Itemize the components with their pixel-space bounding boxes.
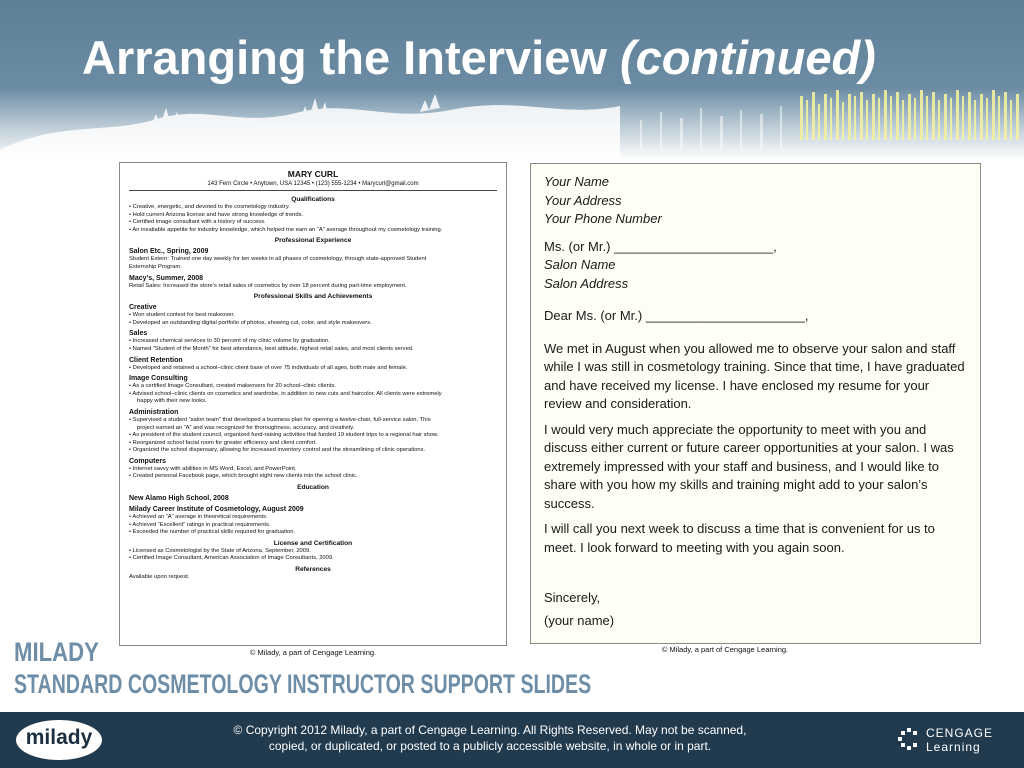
letter-sender-name: Your Name <box>544 174 610 189</box>
resume-bullet: • Increased chemical services to 30 percent of my clinic volume by graduation. <box>129 338 497 346</box>
letter-paragraph-1: We met in August when you allowed me to observe your salon and staff while I was still in cosmetology training. Since that time, I have graduated and have received my license. I have enclosed my resume for your review and consideration. <box>544 340 965 411</box>
letter-salon-name: Salon Name <box>544 257 616 272</box>
resume-bullet: • Creative, energetic, and devoted to the cosmetology industry. <box>129 204 497 212</box>
resume-bullet-continued: happy with their new looks. <box>137 398 207 405</box>
resume-body <box>129 195 497 582</box>
cengage-sub: Learning <box>926 740 981 754</box>
resume-bullet: • Developed and retained a school–clinic client base of over 75 individuals of all ages, both male and female. <box>129 365 497 373</box>
letter-sender-phone: Your Phone Number <box>544 211 662 226</box>
resume-section-heading: Professional Skills and Achievements <box>253 293 373 301</box>
resume-subheading: Computers <box>129 457 166 465</box>
resume-section-heading: Professional Experience <box>274 237 352 245</box>
cengage-name: CENGAGE <box>926 726 994 740</box>
slide-title <box>82 30 876 85</box>
resume-bullet-continued: project earned an “A” and was recognized for thoroughness, accuracy, and creativity. <box>137 424 355 431</box>
copyright-line-2: copied, or duplicated, or posted to a publicly accessible website, in whole or in part. <box>268 739 712 753</box>
resume-bullet: • Hold current Arizona license and have strong knowledge of trends. <box>129 212 497 220</box>
letter-closing: Sincerely, <box>544 590 601 605</box>
copyright-notice <box>200 722 780 754</box>
resume-bullet: • Achieved “Excellent” ratings in practical requirements. <box>129 522 497 530</box>
resume-bullet: • Organized the school dispensary, allowing for increased inventory control and the streamlining of clinic operations. <box>129 447 497 455</box>
resume-line: Available upon request. <box>129 574 190 581</box>
resume-figure <box>119 162 507 646</box>
resume-section-heading: References <box>295 566 331 574</box>
resume-bullet: • Reorganized school facial room for greater efficiency and client comfort. <box>129 440 497 448</box>
letter-signature: (your name) <box>544 612 615 628</box>
letter-salutation: Dear Ms. (or Mr.) ______________________, <box>544 308 809 323</box>
resume-section-heading: Qualifications <box>291 196 335 203</box>
resume-bullet: • Internet savvy with abilities in MS Word, Excel, and PowerPoint. <box>129 466 497 474</box>
resume-contact: 143 Fern Circle • Anytown, USA 12345 • (123) 555-1234 • Marycurl@gmail.com <box>207 181 419 187</box>
copyright-line-1: © Copyright 2012 Milady, a part of Cengage Learning. All Rights Reserved. May not be scanned, <box>233 723 747 737</box>
brand-milady: MILADY <box>14 637 99 667</box>
letter-paragraph-2: I would very much appreciate the opportunity to meet with you and discuss either current or future career opportunities at your salon. I was extremely impressed with your staff and business, and I would like to share with you how my skills and training might add to your salon’s success. <box>544 421 954 511</box>
resume-subheading: Milady Career Institute of Cosmetology, August 2009 <box>129 506 304 514</box>
cover-letter-figure <box>530 163 981 644</box>
cengage-logo <box>898 726 1008 756</box>
resume-subheading: Salon Etc., Spring, 2009 <box>129 248 209 256</box>
resume-bullet: • Certified Image Consultant, American Association of Image Consultants, 2009. <box>129 555 497 563</box>
resume-bullet: • Created personal Facebook page, which brought eight new clients into the school clinic. <box>129 473 497 481</box>
resume-subheading: Macy’s, Summer, 2008 <box>129 274 204 282</box>
resume-bullet: • Licensed as Cosmetologist by the State of Arizona, September, 2009. <box>129 548 497 556</box>
slide-title-suffix: (continued) <box>619 31 876 84</box>
resume-section-heading: Education <box>297 484 329 492</box>
letter-salon-address: Salon Address <box>544 275 629 291</box>
cengage-mark-icon <box>898 728 920 750</box>
milady-logo <box>16 720 102 760</box>
resume-subheading: Administration <box>129 408 179 416</box>
resume-line: Externship Program. <box>129 263 182 270</box>
resume-bullet: • Advised school–clinic clients on cosmetics and wardrobe, in addition to new cuts and haircolor. All clients were extremely <box>129 391 497 399</box>
letter-sender-address: Your Address <box>544 192 622 208</box>
resume-bullet: • Won student contest for best makeover. <box>129 312 497 320</box>
resume-divider <box>129 190 497 191</box>
resume-section-heading: License and Certification <box>273 539 353 547</box>
resume-subheading: Image Consulting <box>129 375 188 383</box>
letter-recipient-line: Ms. (or Mr.) ______________________, <box>544 238 777 254</box>
resume-bullet: • Developed an outstanding digital portfolio of photos, showing cut, color, and style makeovers. <box>129 320 497 328</box>
footer-bar <box>0 712 1024 768</box>
brand-subtitle: STANDARD COSMETOLOGY INSTRUCTOR SUPPORT SLIDES <box>14 669 592 699</box>
resume-subheading: Client Retention <box>129 356 183 364</box>
milady-logo-text: milady <box>25 726 93 749</box>
resume-subheading: Creative <box>129 304 157 312</box>
letter-credit: © Milady, a part of Cengage Learning. <box>661 645 789 654</box>
resume-bullet: • Exceeded the number of practical skills required for graduation. <box>129 529 497 537</box>
resume-credit: © Milady, a part of Cengage Learning. <box>249 648 377 657</box>
resume-line: Retail Sales: Increased the store’s retail sales of cosmetics by over 18 percent during part-time employment. <box>129 282 407 289</box>
resume-subheading: New Alamo High School, 2008 <box>129 495 229 503</box>
resume-bullet: • Supervised a student “salon team” that developed a business plan for opening a twelve-chair, full-service salon. This <box>129 417 497 425</box>
resume-bullet: • As a certified Image Consultant, created makeovers for 20 school–clinic clients. <box>129 383 497 391</box>
resume-line: Student Extern: Trained one day weekly for ten weeks in all phases of cosmetology, through state-approved Student <box>129 256 427 263</box>
resume-bullet: • Certified image consultant with a history of success. <box>129 219 497 227</box>
resume-name: MARY CURL <box>287 169 339 179</box>
title-banner <box>0 0 1024 160</box>
resume-bullet: • An insatiable appetite for industry knowledge, which helped me earn an “A” average throughout my cosmetology training. <box>129 227 497 235</box>
resume-bullet: • Achieved an “A” average in theoretical requirements. <box>129 514 497 522</box>
letter-paragraph-3: I will call you next week to discuss a time that is convenient for us to meet. I look forward to meeting with you again soon. <box>544 521 935 555</box>
resume-subheading: Sales <box>129 330 148 338</box>
slide-title-main: Arranging the Interview <box>82 31 607 84</box>
resume-bullet: • As president of the student council, organized fund-raising activities that funded 19 student trips to a regional hair show. <box>129 432 497 440</box>
resume-bullet: • Named “Student of the Month” for best attendance, best attitude, highest retail sales, and most clients served. <box>129 346 497 354</box>
